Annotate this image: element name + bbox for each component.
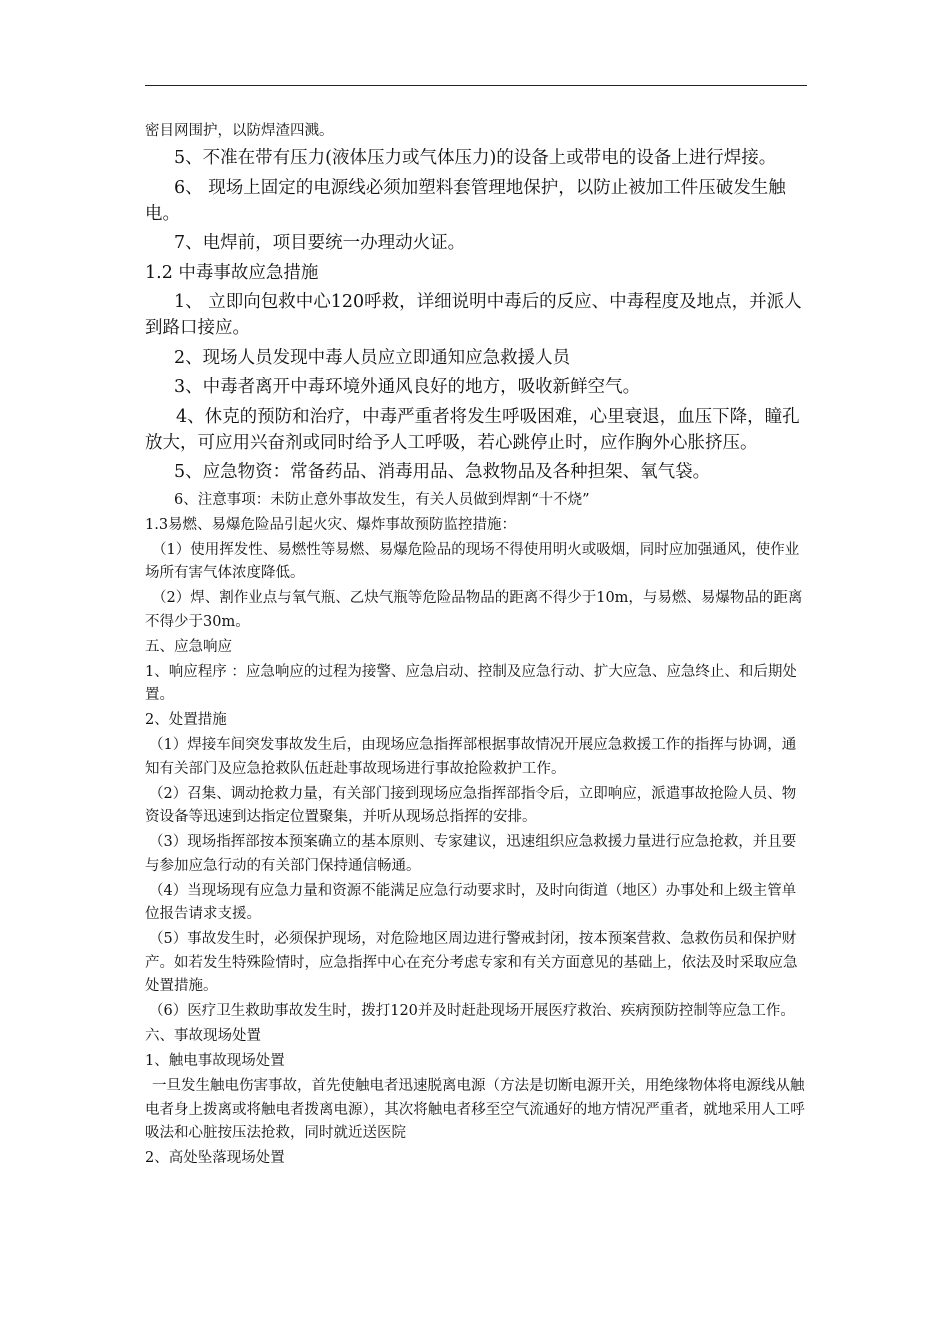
paragraph: 1、 立即向包救中心120呼救，详细说明中毒后的反应、中毒程度及地点，并派人到路口接应。 — [145, 292, 802, 338]
paragraph: 1、响应程序 ：应急响应的过程为接警、应急启动、控制及应急行动、扩大应急、应急终止、和后期处置。 — [145, 663, 797, 703]
paragraph: 密目网围护，以防焊渣四溅。 — [145, 123, 334, 139]
paragraph: 5、应急物资：常备药品、消毒用品、急救物品及各种担架、氧气袋。 — [174, 462, 711, 482]
paragraph: 5、不准在带有压力(液体压力或气体压力)的设备上或带电的设备上进行焊接。 — [174, 148, 777, 168]
paragraph: 2、现场人员发现中毒人员应立即通知应急救援人员 — [174, 347, 571, 368]
paragraph: （5）事故发生时，必须保护现场，对危险地区周边进行警戒封闭，按本预案营救、急救伤员和保护财产。如若发生特殊险情时，应急指挥中心在充分考虑专家和有关方面意见的基础上，依法及时采取应急处置措施。 — [145, 931, 798, 994]
paragraph: 4、休克的预防和治疗，中毒严重者将发生呼吸困难，心里衰退，血压下降，瞳孔放大，可应用兴奋剂或同时给予人工呼吸，若心跳停止时，应作胸外心胀挤压。 — [145, 406, 800, 453]
paragraph: 3、中毒者离开中毒环境外通风良好的地方，吸收新鲜空气。 — [174, 377, 641, 397]
section-heading: 1、触电事故现场处置 — [145, 1053, 285, 1069]
paragraph: （1）焊接车间突发事故发生后，由现场应急指挥部根据事故情况开展应急救援工作的指挥与协调，通知有关部门及应急抢救队伍赶赴事故现场进行事故抢险救护工作。 — [145, 737, 797, 777]
header-rule — [145, 85, 807, 86]
section-heading: 五、应急响应 — [145, 638, 232, 655]
paragraph: （3）现场指挥部按本预案确立的基本原则、专家建议，迅速组织应急救援力量进行应急抢救，并且要与参加应急行动的有关部门保持通信畅通。 — [145, 834, 797, 874]
section-heading: 1.3易燃、易爆危险品引起火灾、爆炸事故预防监控措施： — [145, 516, 517, 533]
section-heading: 2、处置措施 — [145, 712, 227, 728]
paragraph: 一旦发生触电伤害事故，首先使触电者迅速脱离电源（方法是切断电源开关，用绝缘物体将电源线从触电者身上拨离或将触电者拨离电源），其次将触电者移至空气流通好的地方情况严重者，就地采用人工呼吸法和心脏按压法抢救，同时就近送医院 — [145, 1078, 805, 1141]
document-body — [145, 120, 809, 1172]
paragraph: 7、电焊前，项目要统一办理动火证。 — [174, 233, 466, 253]
paragraph: （2）焊、割作业点与氧气瓶、乙炔气瓶等危险品物品的距离不得少于10m，与易燃、易爆物品的距离不得少于30m。 — [145, 590, 803, 630]
paragraph: 6、 现场上固定的电源线必须加塑料套管理地保护，以防止被加工件压破发生触电。 — [145, 177, 786, 224]
section-heading: 2、高处坠落现场处置 — [145, 1150, 285, 1166]
paragraph: （1）使用挥发性、易燃性等易燃、易爆危险品的现场不得使用明火或吸烟，同时应加强通风，使作业场所有害气体浓度降低。 — [145, 541, 800, 581]
paragraph: （6）医疗卫生救助事故发生时，拨打120并及时赶赴现场开展医疗救治、疾病预防控制等应急工作。 — [149, 1003, 795, 1019]
section-heading: 1.2 中毒事故应急措施 — [145, 262, 319, 283]
paragraph: 6、注意事项：未防止意外事故发生，有关人员做到焊割“十不烧” — [174, 491, 590, 508]
paragraph: （2）召集、调动抢救力量，有关部门接到现场应急指挥部指令后，立即响应，派遣事故抢险人员、物资设备等迅速到达指定位置聚集，并听从现场总指挥的安排。 — [145, 785, 797, 825]
section-heading: 六、事故现场处置 — [145, 1028, 261, 1044]
paragraph: （4）当现场现有应急力量和资源不能满足应急行动要求时，及时向街道（地区）办事处和上级主管单位报告请求支援。 — [145, 882, 797, 922]
